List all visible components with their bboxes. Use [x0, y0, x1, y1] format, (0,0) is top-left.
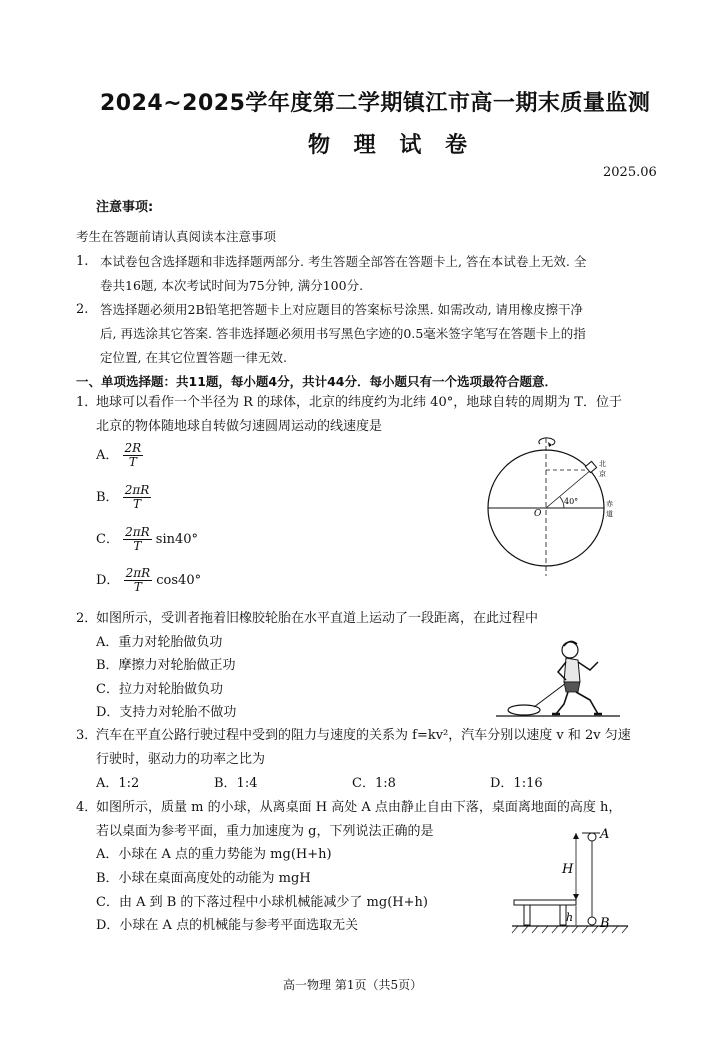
equator-label: 道 — [606, 510, 613, 518]
arrowhead-icon — [573, 833, 579, 839]
arrowhead-icon — [573, 894, 579, 900]
question-stem: 汽车在平直公路行驶过程中受到的阻力与速度的关系为 f=kv²，汽车分别以速度 v 和 2v 匀速 — [96, 728, 631, 743]
runner-tire-illustration — [494, 636, 622, 720]
notice-item-line: 后, 再选涂其它答案. 答非选择题必须用书写黑色字迹的0.5毫米签字笔写在答题卡上的指 — [100, 326, 586, 341]
angle-label: 40° — [564, 497, 579, 506]
notice-item-line: 答选择题必须用2B铅笔把答题卡上对应题目的答案标号涂黑. 如需改动, 请用橡皮擦干净 — [100, 302, 584, 317]
beijing-label: 北 — [599, 460, 606, 468]
falling-ball-diagram — [510, 826, 630, 938]
exam-title: 2024~2025学年度第二学期镇江市高一期末质量监测 — [100, 91, 651, 116]
object-block — [585, 461, 596, 472]
q4-option-c: C．由 A 到 B 的下落过程中小球机械能减少了 mg(H+h) — [96, 895, 428, 910]
q2-option-d: D．支持力对轮胎不做功 — [96, 705, 237, 720]
rotation-arrow-icon — [539, 438, 555, 445]
q3-option-d: D．1:16 — [490, 776, 543, 791]
page-footer: 高一物理 第1页（共5页） — [283, 978, 423, 992]
ball-at-b — [588, 917, 596, 925]
earth-diagram — [478, 436, 628, 578]
question-stem: 北京的物体随地球自转做匀速圆周运动的线速度是 — [96, 419, 383, 434]
question-stem: 若以桌面为参考平面，重力加速度为 g，下列说法正确的是 — [96, 824, 434, 839]
notice-intro: 考生在答题前请认真阅读本注意事项 — [76, 229, 277, 244]
table-top — [514, 900, 576, 905]
question-stem: 行驶时，驱动力的功率之比为 — [96, 752, 266, 767]
center-label: O — [534, 509, 542, 519]
height-small-h-label: h — [566, 911, 574, 924]
point-a-label: A — [600, 827, 610, 842]
question-number: 3． — [76, 728, 98, 743]
question-stem: 如图所示，受训者拖着旧橡胶轮胎在水平直道上运动了一段距离，在此过程中 — [96, 611, 539, 626]
question-stem: 地球可以看作一个半径为 R 的球体，北京的纬度约为北纬 40°，地球自转的周期为 T．位于 — [96, 395, 623, 410]
exam-date: 2025.06 — [603, 165, 657, 180]
notice-item-line: 卷共16题, 本次考试时间为75分钟, 满分100分. — [100, 278, 364, 293]
question-stem: 如图所示，质量 m 的小球，从离桌面 H 高处 A 点由静止自由下落，桌面离地面的高度 h， — [96, 800, 622, 815]
q1-option-c: C． $\frac{2\pi R}{T}$ sin40° — [96, 525, 199, 553]
runner-shorts — [564, 682, 580, 692]
point-b-label: B — [600, 916, 610, 931]
runner-arm — [578, 662, 598, 670]
height-h-label: H — [562, 862, 574, 877]
beijing-label: 京 — [599, 470, 606, 478]
runner-leg — [576, 692, 598, 714]
runner-leg — [556, 692, 568, 714]
q4-option-d: D．小球在 A 点的机械能与参考平面选取无关 — [96, 918, 359, 933]
q1-option-b: B． $\frac{2\pi R}{T}$ — [96, 483, 150, 511]
question-number: 4． — [76, 800, 98, 815]
q4-option-a: A．小球在 A 点的重力势能为 mg(H+h) — [96, 847, 332, 862]
notice-item-num: 2. — [76, 302, 89, 317]
runner-shirt — [564, 658, 580, 682]
q3-option-c: C．1:8 — [352, 776, 396, 791]
q4-option-b: B．小球在桌面高度处的动能为 mgH — [96, 871, 311, 886]
question-number: 1． — [76, 395, 98, 410]
rotation-arrowhead-icon — [548, 442, 552, 447]
q2-option-a: A．重力对轮胎做负功 — [96, 635, 223, 650]
notice-item-line: 定位置, 在其它位置答题一律无效. — [100, 350, 287, 365]
question-number: 2． — [76, 611, 98, 626]
ball-at-a — [588, 833, 596, 841]
q1-option-a: A． $\frac{2R}{T}$ — [96, 441, 142, 469]
notice-item-num: 1. — [76, 254, 89, 269]
q2-option-b: B．摩擦力对轮胎做正功 — [96, 658, 236, 673]
exam-subtitle: 物 理 试 卷 — [308, 133, 475, 158]
q3-option-b: B．1:4 — [214, 776, 258, 791]
notice-heading: 注意事项: — [96, 200, 154, 215]
q3-option-a: A．1:2 — [96, 776, 140, 791]
table-leg — [524, 905, 530, 925]
section-heading: 一、单项选择题：共11题，每小题4分，共计44分．每小题只有一个选项最符合题意． — [76, 374, 557, 389]
notice-item-line: 本试卷包含选择题和非选择题两部分. 考生答题全部答在答题卡上, 答在本试卷上无效. 全 — [100, 254, 587, 269]
equator-label: 赤 — [606, 500, 613, 508]
q2-option-c: C．拉力对轮胎做负功 — [96, 682, 223, 697]
ground-hatching — [512, 926, 628, 933]
q1-option-d: D． $\frac{2\pi R}{T}$ cos40° — [96, 566, 202, 594]
